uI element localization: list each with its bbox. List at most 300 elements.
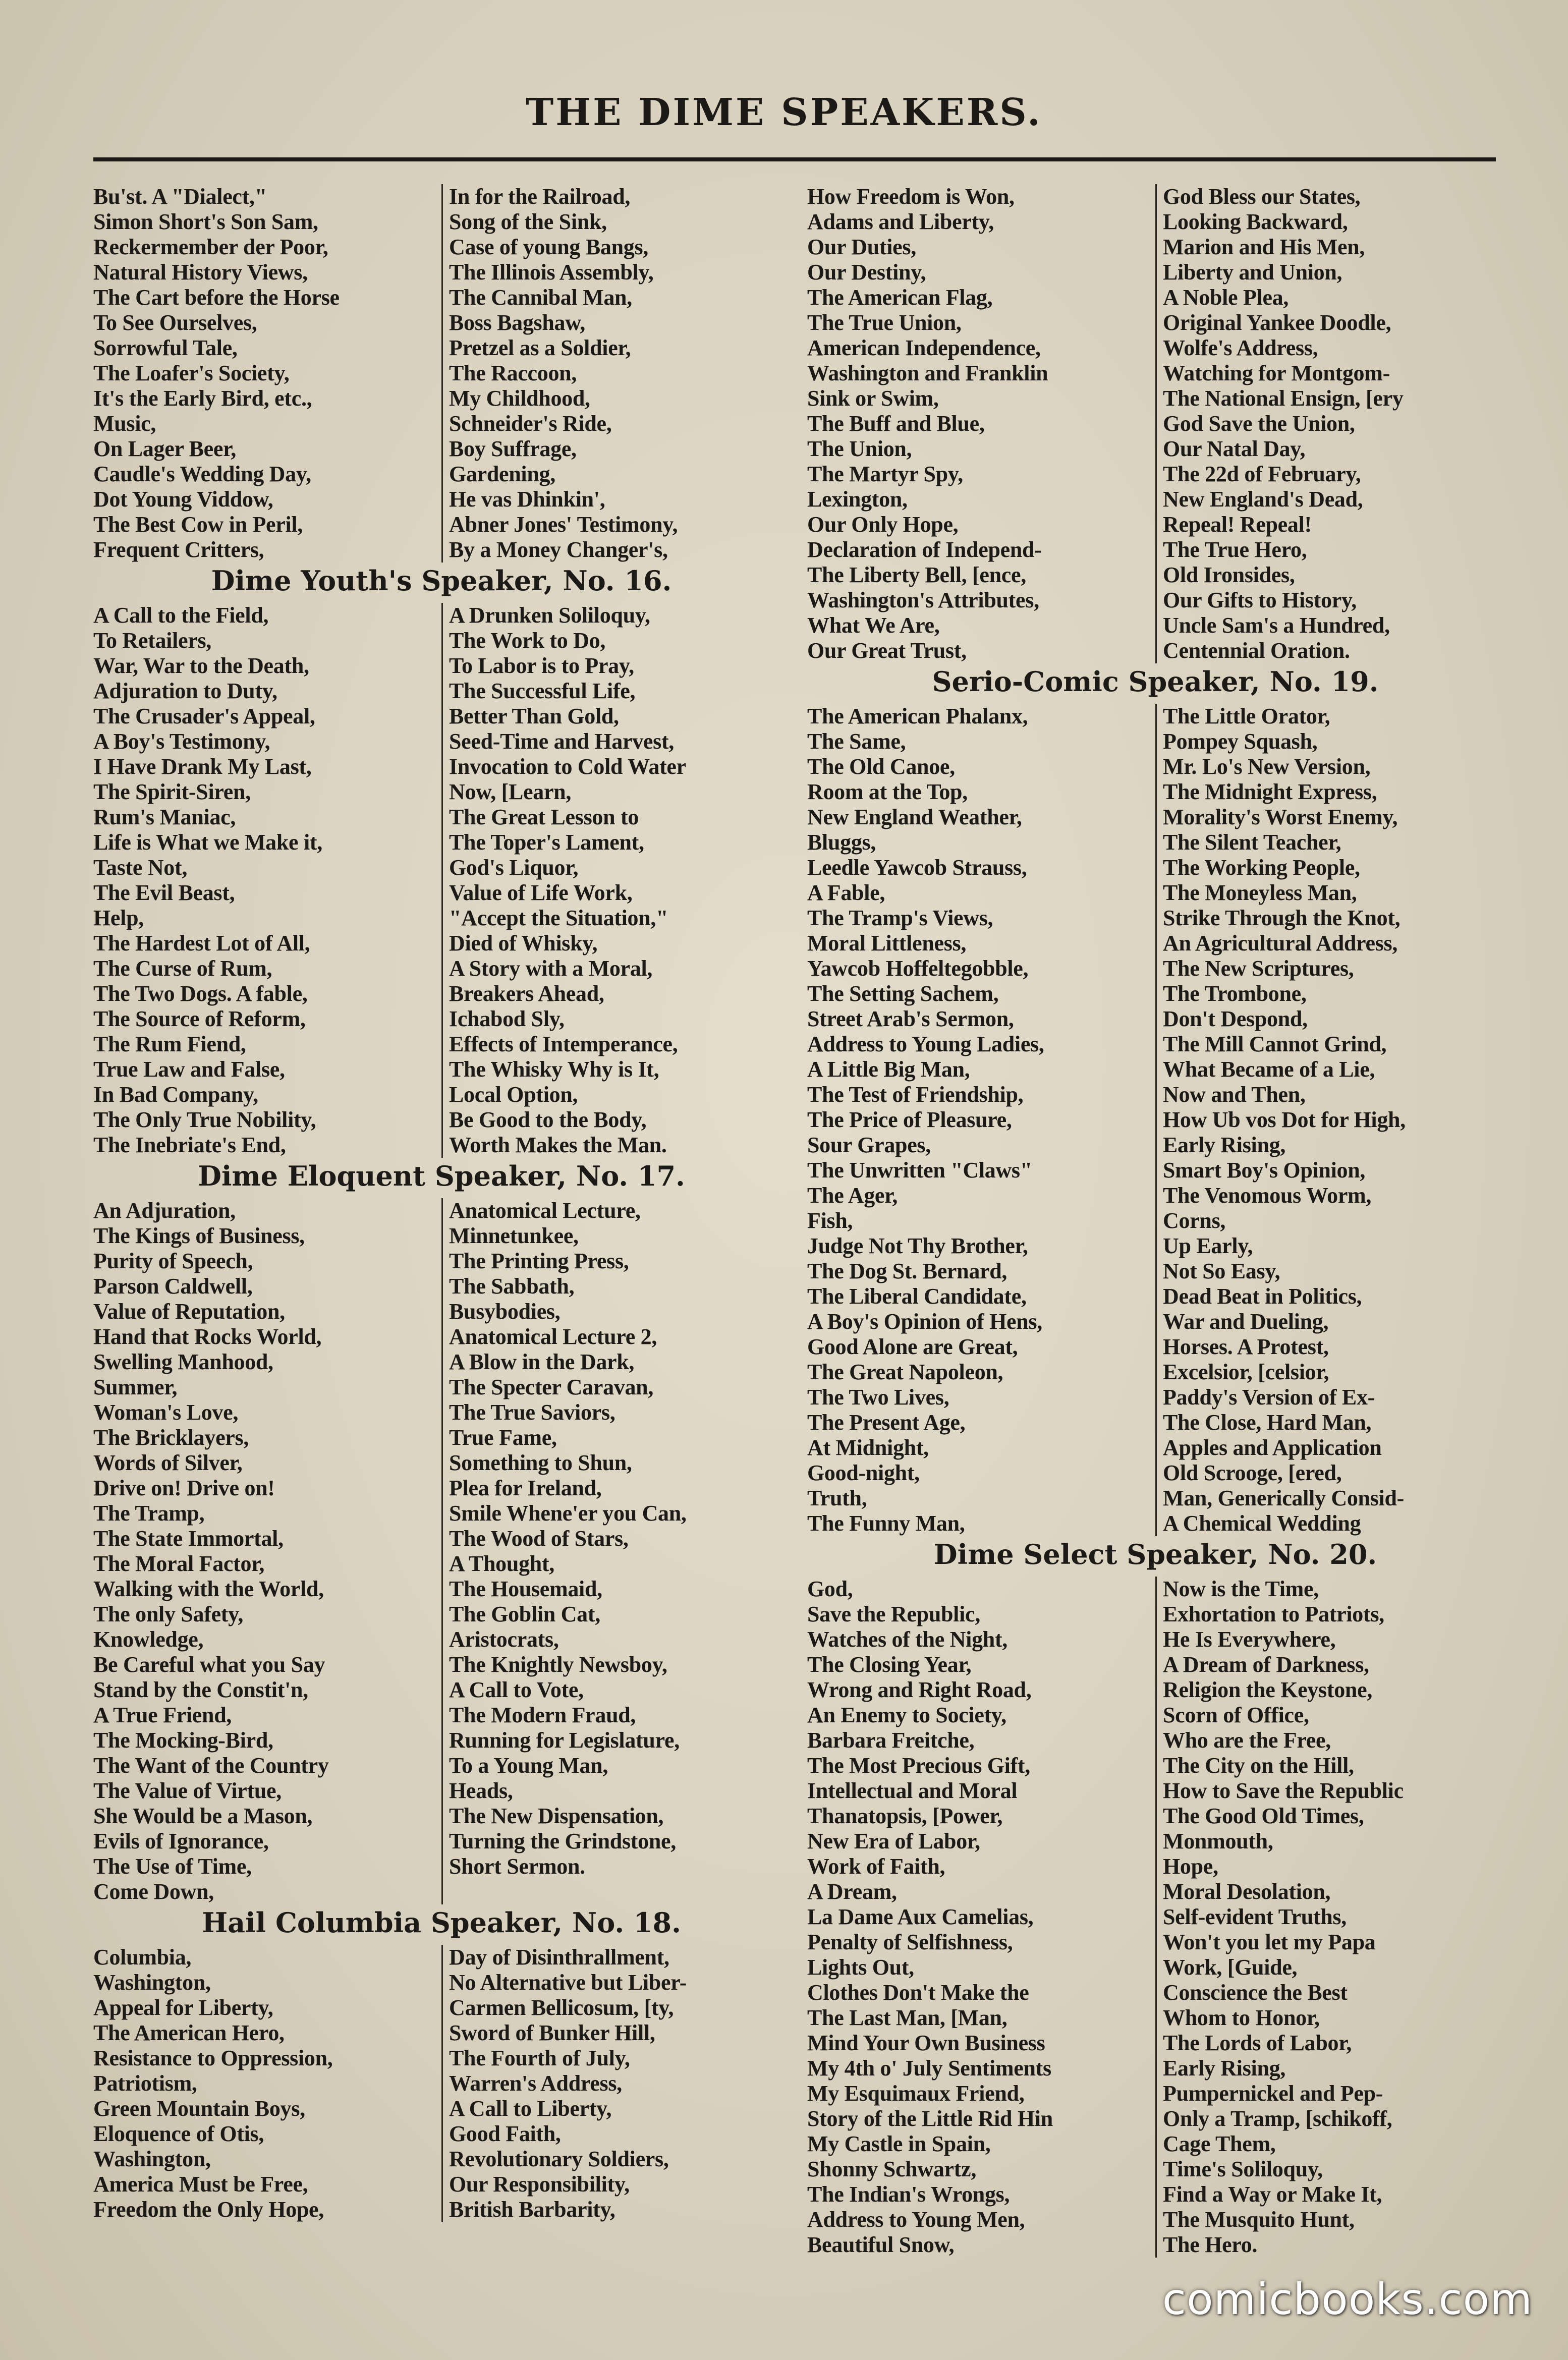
entry-list xyxy=(1155,704,1503,1536)
list-item: Moral Littleness, xyxy=(807,931,967,956)
list-item: Early Rising, xyxy=(1163,2056,1286,2081)
list-item: Patriotism, xyxy=(93,2071,197,2096)
list-item: The Closing Year, xyxy=(807,1652,972,1677)
list-item: Watches of the Night, xyxy=(807,1627,1008,1652)
list-item: The Loafer's Society, xyxy=(93,361,290,385)
list-item: Work of Faith, xyxy=(807,1854,945,1879)
list-item: The Use of Time, xyxy=(93,1854,252,1879)
list-item: America Must be Free, xyxy=(93,2172,308,2197)
entry-list xyxy=(441,184,790,563)
list-item: Truth, xyxy=(807,1486,867,1510)
list-item: The Crusader's Appeal, xyxy=(93,704,315,728)
list-item: Good Faith, xyxy=(449,2121,561,2146)
list-item: The Little Orator, xyxy=(1163,704,1330,728)
list-item: Not So Easy, xyxy=(1163,1259,1280,1283)
list-item: The Tramp's Views, xyxy=(807,906,993,930)
list-item: Declaration of Independ- xyxy=(807,537,1042,562)
list-item: The Successful Life, xyxy=(449,679,636,703)
list-item: Minnetunkee, xyxy=(449,1223,579,1248)
list-item: The Knightly Newsboy, xyxy=(449,1652,667,1677)
list-item: Drive on! Drive on! xyxy=(93,1476,275,1500)
list-item: Day of Disinthrallment, xyxy=(449,1945,669,1970)
list-item: Now is the Time, xyxy=(1163,1577,1319,1601)
list-item: The Most Precious Gift, xyxy=(807,1753,1030,1778)
list-item: Died of Whisky, xyxy=(449,931,598,956)
list-item: Thanatopsis, [Power, xyxy=(807,1804,1003,1828)
speaker-section xyxy=(93,563,790,1158)
list-item: Story of the Little Rid Hin xyxy=(807,2106,1053,2131)
list-item: What We Are, xyxy=(807,613,940,638)
list-item: Who are the Free, xyxy=(1163,1728,1331,1753)
list-item: Mind Your Own Business xyxy=(807,2031,1045,2055)
list-item: The Whisky Why is It, xyxy=(449,1057,659,1082)
list-item: Anatomical Lecture, xyxy=(449,1198,641,1223)
list-item: An Adjuration, xyxy=(93,1198,236,1223)
list-item: Wrong and Right Road, xyxy=(807,1677,1032,1702)
list-item: Our Destiny, xyxy=(807,260,926,285)
list-item: Good-night, xyxy=(807,1460,920,1485)
list-item: Bu'st. A "Dialect," xyxy=(93,184,267,209)
list-item: Turning the Grindstone, xyxy=(449,1829,676,1853)
list-item: Corns, xyxy=(1163,1208,1226,1233)
list-item: Walking with the World, xyxy=(93,1577,324,1601)
header-rule xyxy=(93,157,1496,161)
list-item: The only Safety, xyxy=(93,1602,244,1626)
list-item: How Ub vos Dot for High, xyxy=(1163,1107,1406,1132)
list-item: The Raccoon, xyxy=(449,361,577,385)
list-item: The Printing Press, xyxy=(449,1249,629,1273)
list-item: The New Dispensation, xyxy=(449,1804,664,1828)
list-item: Exhortation to Patriots, xyxy=(1163,1602,1384,1626)
list-item: Cage Them, xyxy=(1163,2131,1276,2156)
list-item: Lights Out, xyxy=(807,1955,914,1980)
list-item: Washington's Attributes, xyxy=(807,588,1039,612)
list-item: A Call to Vote, xyxy=(449,1677,584,1702)
list-item: Moral Desolation, xyxy=(1163,1879,1331,1904)
list-item: The Modern Fraud, xyxy=(449,1703,636,1727)
list-item: Breakers Ahead, xyxy=(449,981,604,1006)
list-item: Marion and His Men, xyxy=(1163,235,1365,259)
list-item: The Rum Fiend, xyxy=(93,1032,246,1056)
section-title: Dime Youth's Speaker, No. 16. xyxy=(211,565,672,597)
list-item: The Specter Caravan, xyxy=(449,1375,654,1399)
entry-list xyxy=(441,1945,790,2222)
list-item: Dead Beat in Politics, xyxy=(1163,1284,1362,1309)
list-item: Sour Grapes, xyxy=(807,1133,931,1157)
list-item: A Thought, xyxy=(449,1551,554,1576)
list-item: Room at the Top, xyxy=(807,779,968,804)
list-item: God, xyxy=(807,1577,853,1601)
list-item: The Moral Factor, xyxy=(93,1551,265,1576)
list-item: A Noble Plea, xyxy=(1163,285,1289,310)
list-item: The Bricklayers, xyxy=(93,1425,249,1450)
list-item: Resistance to Oppression, xyxy=(93,2046,333,2070)
list-item: Pompey Squash, xyxy=(1163,729,1318,754)
speaker-section xyxy=(93,1904,790,2222)
list-item: By a Money Changer's, xyxy=(449,537,668,562)
list-item: The Hardest Lot of All, xyxy=(93,931,310,956)
list-item: Value of Reputation, xyxy=(93,1299,285,1324)
list-item: Washington, xyxy=(93,2147,211,2171)
list-item: The Inebriate's End, xyxy=(93,1133,286,1157)
list-item: The Hero. xyxy=(1163,2232,1258,2257)
list-item: At Midnight, xyxy=(807,1435,929,1460)
list-item: Looking Backward, xyxy=(1163,209,1348,234)
list-item: Barbara Freitche, xyxy=(807,1728,975,1753)
list-item: Won't you let my Papa xyxy=(1163,1930,1376,1954)
entry-list xyxy=(807,704,1155,1536)
list-item: Good Alone are Great, xyxy=(807,1334,1018,1359)
list-item: Woman's Love, xyxy=(93,1400,239,1425)
list-item: God's Liquor, xyxy=(449,855,579,880)
list-item: Song of the Sink, xyxy=(449,209,607,234)
list-item: Morality's Worst Enemy, xyxy=(1163,805,1398,829)
list-item: Address to Young Men, xyxy=(807,2207,1025,2232)
list-item: Intellectual and Moral xyxy=(807,1778,1018,1803)
list-item: Local Option, xyxy=(449,1082,578,1107)
list-item: Carmen Bellicosum, [ty, xyxy=(449,1995,674,2020)
list-item: On Lager Beer, xyxy=(93,436,237,461)
list-item: I Have Drank My Last, xyxy=(93,754,312,779)
list-item: Life is What we Make it, xyxy=(93,830,322,855)
list-item: The 22d of February, xyxy=(1163,462,1361,486)
list-item: Centennial Oration. xyxy=(1163,638,1350,663)
left-half-column xyxy=(93,184,790,2273)
list-item: Short Sermon. xyxy=(449,1854,585,1879)
list-item: Freedom the Only Hope, xyxy=(93,2197,324,2222)
list-item: The Unwritten "Claws" xyxy=(807,1158,1032,1183)
list-item: The National Ensign, [ery xyxy=(1163,386,1404,411)
list-item: The Goblin Cat, xyxy=(449,1602,600,1626)
speaker-section xyxy=(93,1158,790,1904)
list-item: The Work to Do, xyxy=(449,628,606,653)
list-item: The American Flag, xyxy=(807,285,993,310)
list-item: Swelling Manhood, xyxy=(93,1350,273,1374)
section-title: Dime Eloquent Speaker, No. 17. xyxy=(198,1160,685,1192)
list-item: How Freedom is Won, xyxy=(807,184,1015,209)
list-item: The State Immortal, xyxy=(93,1526,284,1551)
list-item: True Law and False, xyxy=(93,1057,285,1082)
list-item: The American Hero, xyxy=(93,2020,285,2045)
list-item: A Chemical Wedding xyxy=(1163,1511,1361,1536)
list-item: Apples and Application xyxy=(1163,1435,1382,1460)
list-item: To Labor is to Pray, xyxy=(449,653,634,678)
list-item: The Old Canoe, xyxy=(807,754,955,779)
list-item: New England Weather, xyxy=(807,805,1022,829)
list-item: The Trombone, xyxy=(1163,981,1307,1006)
list-item: Street Arab's Sermon, xyxy=(807,1006,1014,1031)
list-item: The Source of Reform, xyxy=(93,1006,306,1031)
list-item: Pretzel as a Soldier, xyxy=(449,335,631,360)
list-item: The Great Napoleon, xyxy=(807,1360,1003,1384)
list-item: Running for Legislature, xyxy=(449,1728,680,1753)
list-item: Our Responsibility, xyxy=(449,2172,630,2197)
list-item: Work, [Guide, xyxy=(1163,1955,1298,1980)
list-item: New Era of Labor, xyxy=(807,1829,980,1853)
list-item: Save the Republic, xyxy=(807,1602,980,1626)
list-item: To See Ourselves, xyxy=(93,310,257,335)
list-item: Man, Generically Consid- xyxy=(1163,1486,1405,1510)
list-item: The True Saviors, xyxy=(449,1400,615,1425)
speaker-section xyxy=(807,663,1503,1536)
list-item: Schneider's Ride, xyxy=(449,411,612,436)
list-item: The Great Lesson to xyxy=(449,805,639,829)
list-item: Fish, xyxy=(807,1208,853,1233)
list-item: Simon Short's Son Sam, xyxy=(93,209,318,234)
list-item: A Story with a Moral, xyxy=(449,956,653,981)
list-item: An Enemy to Society, xyxy=(807,1703,1006,1727)
list-item: British Barbarity, xyxy=(449,2197,615,2222)
entry-list xyxy=(93,1945,441,2222)
list-item: Beautiful Snow, xyxy=(807,2232,955,2257)
entry-list xyxy=(441,603,790,1158)
entry-list xyxy=(441,1198,790,1904)
list-item: The Two Dogs. A fable, xyxy=(93,981,308,1006)
list-item: Old Scrooge, [ered, xyxy=(1163,1460,1342,1485)
list-item: A Drunken Soliloquy, xyxy=(449,603,650,628)
list-item: Heads, xyxy=(449,1778,513,1803)
list-item: Clothes Don't Make the xyxy=(807,1980,1029,2005)
list-item: A Dream, xyxy=(807,1879,897,1904)
list-item: Appeal for Liberty, xyxy=(93,1995,273,2020)
list-item: Paddy's Version of Ex- xyxy=(1163,1385,1375,1410)
list-item: Liberty and Union, xyxy=(1163,260,1342,285)
list-item: The Kings of Business, xyxy=(93,1223,305,1248)
list-item: The Liberal Candidate, xyxy=(807,1284,1027,1309)
list-item: Hope, xyxy=(1163,1854,1218,1879)
list-item: My Esquimaux Friend, xyxy=(807,2081,1025,2106)
list-item: The Curse of Rum, xyxy=(93,956,272,981)
list-item: Dot Young Viddow, xyxy=(93,487,273,512)
list-item: Sorrowful Tale, xyxy=(93,335,238,360)
list-item: Ichabod Sly, xyxy=(449,1006,565,1031)
list-item: My Castle in Spain, xyxy=(807,2131,991,2156)
list-item: Leedle Yawcob Strauss, xyxy=(807,855,1027,880)
list-item: The Working People, xyxy=(1163,855,1360,880)
list-item: Be Careful what you Say xyxy=(93,1652,325,1677)
list-item: The Lords of Labor, xyxy=(1163,2031,1352,2055)
list-item: The Spirit-Siren, xyxy=(93,779,251,804)
list-item: Adams and Liberty, xyxy=(807,209,994,234)
section-title: Dime Select Speaker, No. 20. xyxy=(933,1538,1377,1570)
list-item: My 4th o' July Sentiments xyxy=(807,2056,1051,2081)
list-item: Time's Soliloquy, xyxy=(1163,2157,1323,2181)
list-item: Summer, xyxy=(93,1375,178,1399)
list-item: Washington and Franklin xyxy=(807,361,1048,385)
list-item: The Musquito Hunt, xyxy=(1163,2207,1355,2232)
list-item: A Call to Liberty, xyxy=(449,2096,612,2121)
list-item: Natural History Views, xyxy=(93,260,308,285)
list-item: Parson Caldwell, xyxy=(93,1274,253,1299)
list-item: Scorn of Office, xyxy=(1163,1703,1309,1727)
list-item: Sword of Bunker Hill, xyxy=(449,2020,655,2045)
list-item: A Boy's Testimony, xyxy=(93,729,270,754)
list-item: The Illinois Assembly, xyxy=(449,260,654,285)
list-item: Invocation to Cold Water xyxy=(449,754,686,779)
list-item: The Mocking-Bird, xyxy=(93,1728,273,1753)
list-item: The True Union, xyxy=(807,310,962,335)
list-item: The Evil Beast, xyxy=(93,880,235,905)
entry-list xyxy=(1155,184,1503,663)
list-item: American Independence, xyxy=(807,335,1041,360)
list-item: Penalty of Selfishness, xyxy=(807,1930,1013,1954)
list-item: Strike Through the Knot, xyxy=(1163,906,1401,930)
list-item: War and Dueling, xyxy=(1163,1309,1329,1334)
list-item: Eloquence of Otis, xyxy=(93,2121,264,2146)
list-item: Washington, xyxy=(93,1970,211,1995)
speaker-section xyxy=(93,184,790,563)
list-item: Something to Shun, xyxy=(449,1450,632,1475)
list-item: Early Rising, xyxy=(1163,1133,1286,1157)
list-item: Seed-Time and Harvest, xyxy=(449,729,675,754)
list-item: Sink or Swim, xyxy=(807,386,939,411)
list-item: Wolfe's Address, xyxy=(1163,335,1318,360)
list-item: Plea for Ireland, xyxy=(449,1476,602,1500)
running-head-title: THE DIME SPEAKERS. xyxy=(526,91,1042,134)
list-item: My Childhood, xyxy=(449,386,590,411)
entry-list xyxy=(807,184,1155,663)
list-item: Warren's Address, xyxy=(449,2071,622,2096)
list-item: Conscience the Best xyxy=(1163,1980,1348,2005)
list-item: Repeal! Repeal! xyxy=(1163,512,1312,537)
list-item: Now, [Learn, xyxy=(449,779,572,804)
list-item: Watching for Montgom- xyxy=(1163,361,1390,385)
list-item: A Dream of Darkness, xyxy=(1163,1652,1369,1677)
list-item: To Retailers, xyxy=(93,628,211,653)
entry-list xyxy=(93,184,441,563)
list-item: The Tramp, xyxy=(93,1501,205,1526)
list-item: Knowledge, xyxy=(93,1627,204,1652)
list-item: The Moneyless Man, xyxy=(1163,880,1357,905)
list-item: The Ager, xyxy=(807,1183,898,1208)
list-item: Frequent Critters, xyxy=(93,537,264,562)
list-item: No Alternative but Liber- xyxy=(449,1970,687,1995)
list-item: Whom to Honor, xyxy=(1163,2005,1320,2030)
list-item: The Liberty Bell, [ence, xyxy=(807,563,1026,587)
list-item: The Only True Nobility, xyxy=(93,1107,316,1132)
list-item: The Toper's Lament, xyxy=(449,830,644,855)
list-item: What Became of a Lie, xyxy=(1163,1057,1375,1082)
list-item: The Housemaid, xyxy=(449,1577,602,1601)
list-item: A True Friend, xyxy=(93,1703,232,1727)
list-item: Uncle Sam's a Hundred, xyxy=(1163,613,1390,638)
list-item: The Last Man, [Man, xyxy=(807,2005,1007,2030)
list-item: He Is Everywhere, xyxy=(1163,1627,1336,1652)
entry-list xyxy=(93,603,441,1158)
list-item: The Midnight Express, xyxy=(1163,779,1377,804)
entry-list xyxy=(807,1577,1155,2258)
list-item: Religion the Keystone, xyxy=(1163,1677,1373,1702)
list-item: Smart Boy's Opinion, xyxy=(1163,1158,1366,1183)
list-item: Shonny Schwartz, xyxy=(807,2157,977,2181)
list-item: The Venomous Worm, xyxy=(1163,1183,1372,1208)
list-item: The Good Old Times, xyxy=(1163,1804,1364,1828)
list-item: Bluggs, xyxy=(807,830,876,855)
list-item: The Same, xyxy=(807,729,906,754)
list-item: Pumpernickel and Pep- xyxy=(1163,2081,1383,2106)
list-item: A Blow in the Dark, xyxy=(449,1350,635,1374)
speaker-section xyxy=(807,184,1503,663)
list-item: The City on the Hill, xyxy=(1163,1753,1354,1778)
section-title: Hail Columbia Speaker, No. 18. xyxy=(202,1906,681,1939)
list-item: Our Duties, xyxy=(807,235,916,259)
list-item: Our Only Hope, xyxy=(807,512,959,537)
list-item: Yawcob Hoffeltegobble, xyxy=(807,956,1029,981)
list-item: The New Scriptures, xyxy=(1163,956,1354,981)
list-item: The Best Cow in Peril, xyxy=(93,512,303,537)
list-item: Horses. A Protest, xyxy=(1163,1334,1329,1359)
list-item: Evils of Ignorance, xyxy=(93,1829,269,1853)
list-item: The Setting Sachem, xyxy=(807,981,999,1006)
list-item: To a Young Man, xyxy=(449,1753,608,1778)
list-item: Up Early, xyxy=(1163,1233,1253,1258)
list-item: Our Gifts to History, xyxy=(1163,588,1357,612)
list-item: True Fame, xyxy=(449,1425,557,1450)
list-item: Busybodies, xyxy=(449,1299,561,1324)
section-title: Serio-Comic Speaker, No. 19. xyxy=(932,665,1379,698)
list-item: Effects of Intemperance, xyxy=(449,1032,678,1056)
list-item: The Present Age, xyxy=(807,1410,966,1435)
list-item: Come Down, xyxy=(93,1879,214,1904)
list-item: New England's Dead, xyxy=(1163,487,1363,512)
list-item: Self-evident Truths, xyxy=(1163,1904,1347,1929)
list-item: Green Mountain Boys, xyxy=(93,2096,305,2121)
list-item: Boy Suffrage, xyxy=(449,436,577,461)
list-item: Judge Not Thy Brother, xyxy=(807,1233,1028,1258)
list-item: Now and Then, xyxy=(1163,1082,1306,1107)
list-item: Worth Makes the Man. xyxy=(449,1133,667,1157)
list-item: The Fourth of July, xyxy=(449,2046,630,2070)
list-item: The True Hero, xyxy=(1163,537,1307,562)
list-item: A Fable, xyxy=(807,880,885,905)
list-item: Only a Tramp, [schikoff, xyxy=(1163,2106,1392,2131)
entry-list xyxy=(1155,1577,1503,2258)
list-item: The Mill Cannot Grind, xyxy=(1163,1032,1387,1056)
list-item: Rum's Maniac, xyxy=(93,805,236,829)
list-item: Anatomical Lecture 2, xyxy=(449,1324,657,1349)
list-item: Our Natal Day, xyxy=(1163,436,1306,461)
list-item: A Little Big Man, xyxy=(807,1057,970,1082)
list-item: God Bless our States, xyxy=(1163,184,1361,209)
list-item: Boss Bagshaw, xyxy=(449,310,585,335)
list-item: Adjuration to Duty, xyxy=(93,679,277,703)
list-item: The Union, xyxy=(807,436,912,461)
list-item: The American Phalanx, xyxy=(807,704,1028,728)
list-item: In Bad Company, xyxy=(93,1082,258,1107)
list-item: A Call to the Field, xyxy=(93,603,269,628)
list-item: Value of Life Work, xyxy=(449,880,633,905)
list-item: Help, xyxy=(93,906,144,930)
list-item: Caudle's Wedding Day, xyxy=(93,462,311,486)
list-item: She Would be a Mason, xyxy=(93,1804,313,1828)
speaker-section xyxy=(807,1536,1503,2258)
list-item: Taste Not, xyxy=(93,855,188,880)
watermark: comicbooks.com xyxy=(1162,2274,1533,2325)
list-item: He vas Dhinkin', xyxy=(449,487,605,512)
list-item: The Indian's Wrongs, xyxy=(807,2182,1010,2207)
list-item: Address to Young Ladies, xyxy=(807,1032,1044,1056)
list-item: Our Great Trust, xyxy=(807,638,967,663)
list-item: The Martyr Spy, xyxy=(807,462,963,486)
list-item: Stand by the Constit'n, xyxy=(93,1677,308,1702)
list-item: Lexington, xyxy=(807,487,908,512)
list-item: Hand that Rocks World, xyxy=(93,1324,322,1349)
list-item: War, War to the Death, xyxy=(93,653,309,678)
list-item: The Cannibal Man, xyxy=(449,285,632,310)
list-item: Mr. Lo's New Version, xyxy=(1163,754,1371,779)
list-item: The Close, Hard Man, xyxy=(1163,1410,1372,1435)
list-item: The Sabbath, xyxy=(449,1274,575,1299)
